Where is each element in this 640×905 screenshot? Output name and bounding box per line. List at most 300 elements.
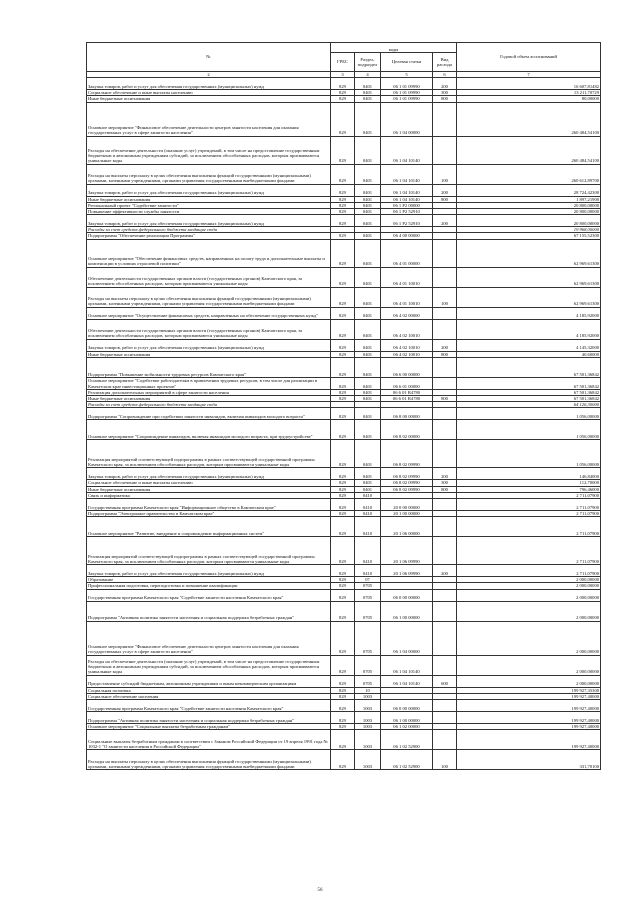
row-sum: 2 711,07900 [457, 537, 601, 565]
row-csr: 20 0 00 00000 [381, 499, 433, 511]
row-razdel: 0410 [355, 517, 381, 537]
row-csr: 20 1 06 09990 [381, 565, 433, 577]
row-grbs: 829 [331, 307, 355, 319]
row-razdel: 0401 [355, 408, 381, 420]
row-razdel: 0401 [355, 480, 381, 486]
row-razdel: 0401 [355, 287, 381, 307]
row-razdel: 0401 [355, 440, 381, 468]
header-csr: Целевая статья [381, 53, 433, 72]
row-grbs: 829 [331, 136, 355, 164]
row-vr: 800 [433, 96, 457, 102]
row-sum: 2 711,07900 [457, 499, 601, 511]
row-csr: 06 8 02 09990 [381, 486, 433, 492]
row-razdel: 0410 [355, 492, 381, 498]
row-name: Социальное обеспечение населения [87, 693, 331, 699]
table-row [87, 655, 601, 675]
row-razdel: 0410 [355, 537, 381, 565]
row-csr: 06 6 01 R4780 [381, 389, 433, 395]
row-csr: 06 1 04 10140 [381, 675, 433, 687]
row-csr: 06 1 04 00000 [381, 102, 433, 136]
row-grbs: 829 [331, 319, 355, 339]
row-csr: 06 4 00 00000 [381, 233, 433, 239]
row-name: Социальное обеспечение и иные выплаты населению [87, 90, 331, 96]
table-row [87, 78, 601, 90]
row-grbs: 829 [331, 577, 355, 583]
row-grbs: 829 [331, 351, 355, 357]
table-body [87, 78, 601, 770]
column-number: 2 [87, 72, 331, 78]
row-sum: 19 968,00000 [457, 227, 601, 233]
row-razdel: 1003 [355, 712, 381, 724]
row-sum: 4 145,32000 [457, 339, 601, 351]
row-razdel: 0401 [355, 202, 381, 208]
row-csr: 20 1 00 00000 [381, 511, 433, 517]
row-razdel: 1003 [355, 700, 381, 712]
row-grbs: 829 [331, 184, 355, 196]
row-grbs: 829 [331, 693, 355, 699]
row-name: Закупка товаров, работ и услуг для обеспечения государственных (муниципальных) нужд [87, 78, 331, 90]
row-grbs: 829 [331, 675, 355, 687]
row-vr: 800 [433, 351, 457, 357]
row-csr: 06 6 01 R4780 [381, 396, 433, 402]
row-name: Подпрограмма "Обеспечение реализации Программы" [87, 233, 331, 239]
row-name: Социальная политика [87, 687, 331, 693]
row-grbs: 829 [331, 102, 355, 136]
row-vr [433, 408, 457, 420]
row-grbs: 829 [331, 389, 355, 395]
row-vr: 800 [433, 196, 457, 202]
row-name: Профессиональная подготовка, переподготовка и повышение квалификации [87, 583, 331, 589]
row-sum: 62 969,61300 [457, 267, 601, 287]
header-codes: коды [331, 43, 457, 53]
row-name: Закупка товаров, работ и услуг для обеспечения государственных (муниципальных) нужд [87, 565, 331, 577]
row-name: Подпрограмма "Сопровождение при содействии занятости инвалидов, включая инвалидов молодого возраста" [87, 408, 331, 420]
row-grbs: 829 [331, 96, 355, 102]
row-vr: 800 [433, 396, 457, 402]
row-razdel: 0705 [355, 601, 381, 621]
row-csr: 06 1 00 00000 [381, 601, 433, 621]
row-grbs: 829 [331, 202, 355, 208]
row-name: Иные бюджетные ассигнования [87, 196, 331, 202]
document-page [86, 42, 600, 770]
row-name: Закупка товаров, работ и услуг для обеспечения государственных (муниципальных) нужд [87, 184, 331, 196]
row-vr: 800 [433, 486, 457, 492]
row-name: Расходы на выплаты персоналу в целях обеспечения выполнения функций государственными (муниципальными) органами, казенными учреждениями, органами управления государственными внебюджетными фондами [87, 750, 331, 770]
row-razdel: 0410 [355, 499, 381, 511]
row-sum: 199 927,40000 [457, 730, 601, 750]
row-sum: 331,70100 [457, 750, 601, 770]
row-razdel: 0401 [355, 90, 381, 96]
table-row [87, 565, 601, 577]
row-name: Подпрограмма "Электронное правительство в Камчатском крае" [87, 511, 331, 517]
row-razdel: 0401 [355, 486, 381, 492]
row-grbs: 829 [331, 712, 355, 724]
row-razdel: 0410 [355, 565, 381, 577]
row-sum: 2 000,00000 [457, 655, 601, 675]
row-name: Реализация дополнительных мероприятий в сфере занятости населения [87, 389, 331, 395]
row-name: Расходы за счет средств федерального бюджета входящие сюда [87, 402, 331, 408]
row-csr: 06 1 02 52900 [381, 730, 433, 750]
row-csr: 06 1 04 10140 [381, 655, 433, 675]
row-name: Основное мероприятие "Обеспечение финансовых средств, направленных на оплату труда и дополнительные выплаты и компенсации в условиях отраслевой политики" [87, 239, 331, 267]
row-vr [433, 102, 457, 136]
row-vr [433, 357, 457, 377]
row-name: Основное мероприятие "Развитие, внедрение и сопровождение информационных систем" [87, 517, 331, 537]
row-vr [433, 621, 457, 655]
row-grbs: 829 [331, 655, 355, 675]
row-sum: 20 800,00000 [457, 215, 601, 227]
row-grbs: 829 [331, 357, 355, 377]
row-sum: 796,46000 [457, 486, 601, 492]
row-grbs: 829 [331, 215, 355, 227]
row-csr: 06 8 00 00000 [381, 408, 433, 420]
row-csr: 06 1 04 00000 [381, 621, 433, 655]
row-sum: 2 000,00000 [457, 675, 601, 687]
row-grbs: 829 [331, 468, 355, 480]
row-grbs: 829 [331, 420, 355, 440]
row-razdel: 0401 [355, 377, 381, 389]
row-name: Иные бюджетные ассигнования [87, 351, 331, 357]
row-vr [433, 730, 457, 750]
row-grbs: 829 [331, 78, 355, 90]
row-sum: 2 711,07900 [457, 517, 601, 537]
row-name: Закупка товаров, работ и услуг для обеспечения государственных (муниципальных) нужд [87, 468, 331, 480]
table-row [87, 675, 601, 687]
row-sum: 67 501,36842 [457, 396, 601, 402]
row-sum: 2 000,00000 [457, 621, 601, 655]
row-razdel: 0705 [355, 621, 381, 655]
row-csr: 06 1 01 09990 [381, 78, 433, 90]
row-razdel: 0401 [355, 78, 381, 90]
row-sum: 199 927,40000 [457, 700, 601, 712]
row-grbs: 829 [331, 239, 355, 267]
row-razdel: 0401 [355, 357, 381, 377]
row-grbs: 829 [331, 233, 355, 239]
row-name: Подпрограмма "Активная политика занятости населения и социальная поддержка безработных граждан" [87, 712, 331, 724]
row-razdel: 0401 [355, 351, 381, 357]
row-sum: 62 969,61300 [457, 239, 601, 267]
row-name: Предоставление субсидий бюджетным, автономным учреждениям и иным некоммерческим организациям [87, 675, 331, 687]
row-vr [433, 537, 457, 565]
row-name: Расходы на обеспечение деятельности (оказание услуг) учреждений, в том числе на предоставление государственным бюджетным и автономным учреждениям субсидий, за исключением обособленных расходов, которым присваиваются уникальные коды [87, 136, 331, 164]
row-grbs: 829 [331, 499, 355, 511]
row-sum: 260 612,89700 [457, 164, 601, 184]
row-grbs: 829 [331, 730, 355, 750]
row-name: Государственная программа Камчатского края "Информационное общество в Камчатском крае" [87, 499, 331, 511]
row-vr: 100 [433, 164, 457, 184]
row-grbs: 829 [331, 517, 355, 537]
row-csr: 06 6 01 00000 [381, 377, 433, 389]
table-row [87, 164, 601, 184]
row-name: Основное мероприятие "Финансовое обеспечение деятельности центров занятости населения для оказания государственных услуг в сфере занятости населения" [87, 102, 331, 136]
row-razdel: 0705 [355, 589, 381, 601]
table-row [87, 440, 601, 468]
row-vr [433, 655, 457, 675]
row-razdel: 1003 [355, 693, 381, 699]
row-grbs: 829 [331, 621, 355, 655]
row-csr: 06 1 P2 52910 [381, 215, 433, 227]
row-razdel: 1003 [355, 750, 381, 770]
row-razdel: 0401 [355, 468, 381, 480]
row-name: Связь и информатика [87, 492, 331, 498]
table-row [87, 184, 601, 196]
row-name: Подпрограмма "Активная политика занятости населения и социальная поддержка безработных граждан" [87, 601, 331, 621]
row-sum: 199 927,40000 [457, 724, 601, 730]
row-csr: 06 0 00 00000 [381, 589, 433, 601]
row-csr: 06 4 01 10010 [381, 287, 433, 307]
row-razdel: 1003 [355, 724, 381, 730]
row-sum: 2 000,00000 [457, 589, 601, 601]
row-vr [433, 712, 457, 724]
row-grbs: 829 [331, 750, 355, 770]
row-sum: 260 484,54100 [457, 136, 601, 164]
row-sum: 40,60000 [457, 351, 601, 357]
row-sum: 67 501,36842 [457, 357, 601, 377]
row-sum: 28 724,42300 [457, 184, 601, 196]
row-csr: 06 1 P2 52910 [381, 209, 433, 215]
row-grbs: 829 [331, 196, 355, 202]
row-csr: 06 8 02 09990 [381, 480, 433, 486]
row-name: Расходы за счет средств федерального бюджета входящие сюда [87, 227, 331, 233]
row-vr [433, 601, 457, 621]
row-name: Закупка товаров, работ и услуг для обеспечения государственных (муниципальных) нужд [87, 215, 331, 227]
row-name: Иные бюджетные ассигнования [87, 486, 331, 492]
row-csr: 06 1 P2 00000 [381, 202, 433, 208]
row-razdel: 0401 [355, 102, 381, 136]
table-row [87, 102, 601, 136]
row-csr: 20 1 06 09990 [381, 537, 433, 565]
row-razdel: 0401 [355, 209, 381, 215]
row-name: Реализация мероприятий соответствующей подпрограммы в рамках соответствующей государственной программы Камчатского края, за исключением обособленных расходов, которым присваиваются уникальные коды [87, 537, 331, 565]
row-csr: 06 4 02 10010 [381, 339, 433, 351]
row-name: Расходы на выплаты персоналу в целях обеспечения выполнения функций государственными (муниципальными) органами, казенными учреждениями, органами управления государственными внебюджетными фондами [87, 287, 331, 307]
row-sum: 4 185,92000 [457, 319, 601, 339]
row-vr [433, 420, 457, 440]
row-csr: 06 1 01 09990 [381, 96, 433, 102]
row-razdel: 0401 [355, 196, 381, 202]
row-sum: 2 000,00000 [457, 577, 601, 583]
row-grbs: 829 [331, 377, 355, 389]
row-csr: 06 1 04 10140 [381, 196, 433, 202]
row-csr: 06 1 02 52900 [381, 750, 433, 770]
table-row [87, 589, 601, 601]
row-razdel: 0705 [355, 583, 381, 589]
row-name: Государственная программа Камчатского края "Содействие занятости населения Камчатского края" [87, 700, 331, 712]
row-vr: 200 [433, 215, 457, 227]
row-vr: 300 [433, 480, 457, 486]
row-vr [433, 440, 457, 468]
row-name: Социальные выплаты безработным гражданам в соответствии с Законом Российской Федерации от 19 апреля 1991 года № 1032-1 "О занятости населения в Российской Федерации" [87, 730, 331, 750]
row-razdel: 0705 [355, 655, 381, 675]
header-sum: Годовой объем ассигнований [457, 43, 601, 72]
table-row [87, 730, 601, 750]
table-row [87, 408, 601, 420]
row-razdel: 0705 [355, 675, 381, 687]
row-name: Иные бюджетные ассигнования [87, 396, 331, 402]
row-csr: 06 0 00 00000 [381, 700, 433, 712]
row-grbs: 829 [331, 90, 355, 96]
row-vr: 200 [433, 468, 457, 480]
row-sum: 199 927,35300 [457, 687, 601, 693]
row-name: Основное мероприятие "Финансовое обеспечение деятельности центров занятости населения для оказания государственных услуг в сфере занятости населения" [87, 621, 331, 655]
table-row [87, 601, 601, 621]
table-row [87, 319, 601, 339]
row-razdel: 0401 [355, 389, 381, 395]
row-razdel: 0401 [355, 319, 381, 339]
row-sum: 16 607,81482 [457, 78, 601, 90]
table-row [87, 621, 601, 655]
row-razdel: 0401 [355, 307, 381, 319]
row-csr: 06 4 02 10010 [381, 319, 433, 339]
row-csr: 06 1 02 00000 [381, 724, 433, 730]
row-grbs: 829 [331, 601, 355, 621]
header-grbs: ГРБС [331, 53, 355, 72]
row-vr [433, 319, 457, 339]
table-row [87, 377, 601, 389]
row-csr: 06 6 00 00000 [381, 357, 433, 377]
table-header [87, 43, 601, 78]
row-vr [433, 499, 457, 511]
row-razdel: 0401 [355, 233, 381, 239]
row-sum: 2 711,07900 [457, 492, 601, 498]
row-name: Подпрограмма "Повышение мобильности трудовых ресурсов Камчатского края" [87, 357, 331, 377]
row-grbs: 829 [331, 724, 355, 730]
row-sum: 20 800,00000 [457, 202, 601, 208]
row-razdel: 0401 [355, 420, 381, 440]
row-name: Обеспечение деятельности государственных органов власти (государственных органов) Камчатского края, за исключением обособленных расходов, которым присваиваются уникальные коды [87, 267, 331, 287]
row-sum: 67 501,36842 [457, 389, 601, 395]
row-razdel: 1003 [355, 730, 381, 750]
row-razdel: 10 [355, 687, 381, 693]
column-number: 7 [457, 72, 601, 78]
row-sum: 62 969,61300 [457, 287, 601, 307]
column-number: 4 [355, 72, 381, 78]
row-name: Закупка товаров, работ и услуг для обеспечения государственных (муниципальных) нужд [87, 339, 331, 351]
row-sum: 1 056,00000 [457, 420, 601, 440]
row-razdel: 0401 [355, 239, 381, 267]
row-csr: 06 4 02 10010 [381, 351, 433, 357]
column-number: 3 [331, 72, 355, 78]
row-razdel: 0401 [355, 184, 381, 196]
row-razdel: 0401 [355, 396, 381, 402]
row-grbs: 829 [331, 480, 355, 486]
row-grbs: 829 [331, 583, 355, 589]
row-sum: 2 711,07900 [457, 565, 601, 577]
table-row [87, 517, 601, 537]
table-row [87, 307, 601, 319]
table-row [87, 239, 601, 267]
row-vr: 100 [433, 750, 457, 770]
header-vr: Вид расхода [433, 53, 457, 72]
row-razdel: 0401 [355, 96, 381, 102]
page-number: 56 [317, 888, 323, 893]
row-grbs: 829 [331, 339, 355, 351]
row-grbs: 829 [331, 687, 355, 693]
row-grbs: 829 [331, 408, 355, 420]
row-vr [433, 700, 457, 712]
row-vr [433, 136, 457, 164]
row-grbs: 829 [331, 287, 355, 307]
table-row [87, 712, 601, 724]
row-grbs: 829 [331, 396, 355, 402]
row-name: Основное мероприятие "Сопровождение инвалидов, включая инвалидов молодого возраста, при трудоустройстве" [87, 420, 331, 440]
row-vr: 200 [433, 339, 457, 351]
row-grbs: 829 [331, 565, 355, 577]
row-name: Государственная программа Камчатского края "Содействие занятости населения Камчатского края" [87, 589, 331, 601]
row-vr: 200 [433, 78, 457, 90]
row-grbs: 829 [331, 511, 355, 517]
row-name: Обеспечение деятельности государственных органов власти (государственных органов) Камчатского края, за исключением обособленных расходов, которым присваиваются уникальные коды [87, 319, 331, 339]
row-grbs: 829 [331, 492, 355, 498]
row-sum: 80,00000 [457, 96, 601, 102]
row-name: Повышение эффективности службы занятости [87, 209, 331, 215]
row-grbs: 829 [331, 486, 355, 492]
row-name: Основное мероприятие "Содействие работодателям в привлечении трудовых ресурсов, в том числе для реализации в Камчатском крае инвестиционных проектов" [87, 377, 331, 389]
table-row [87, 215, 601, 227]
row-name: Расходы на обеспечение деятельности (оказание услуг) учреждений, в том числе на предоставление государственным бюджетным и автономным учреждениям субсидий, за исключением обособленных расходов, которым присваиваются уникальные коды [87, 655, 331, 675]
row-name: Образование [87, 577, 331, 583]
row-vr [433, 377, 457, 389]
table-row [87, 420, 601, 440]
row-grbs: 829 [331, 700, 355, 712]
table-row [87, 357, 601, 377]
table-row [87, 499, 601, 511]
row-grbs: 829 [331, 537, 355, 565]
row-sum: 199 927,40000 [457, 693, 601, 699]
row-vr: 600 [433, 675, 457, 687]
row-sum: 1 056,00000 [457, 408, 601, 420]
row-csr: 06 1 04 10140 [381, 164, 433, 184]
row-csr: 06 1 04 10140 [381, 136, 433, 164]
row-sum: 67 155,52300 [457, 233, 601, 239]
row-sum: 64 126,30000 [457, 402, 601, 408]
table-row [87, 700, 601, 712]
row-grbs: 829 [331, 164, 355, 184]
row-name: Иные бюджетные ассигнования [87, 96, 331, 102]
row-csr: 06 8 02 09990 [381, 440, 433, 468]
table-row [87, 468, 601, 480]
row-csr: 06 1 01 09990 [381, 90, 433, 96]
row-sum: 146,84000 [457, 468, 601, 480]
row-sum: 13 211,70729 [457, 90, 601, 96]
row-vr: 200 [433, 565, 457, 577]
row-name: Региональный проект "Содействие занятости" [87, 202, 331, 208]
row-vr [433, 267, 457, 287]
row-razdel: 0401 [355, 215, 381, 227]
column-number: 6 [433, 72, 457, 78]
row-razdel: 07 [355, 577, 381, 583]
row-grbs: 829 [331, 267, 355, 287]
row-name: Социальное обеспечение и иные выплаты населению [87, 480, 331, 486]
row-name: Реализация мероприятий соответствующей подпрограммы в рамках соответствующей государственной программы Камчатского края, за исключением обособленных расходов, которым присваиваются уникальные коды [87, 440, 331, 468]
row-sum: 2 000,00000 [457, 583, 601, 589]
row-sum: 260 484,54100 [457, 102, 601, 136]
row-vr [433, 589, 457, 601]
row-razdel: 0401 [355, 136, 381, 164]
row-razdel: 0401 [355, 339, 381, 351]
table-row [87, 537, 601, 565]
row-sum: 2 711,07900 [457, 511, 601, 517]
row-sum: 4 185,92000 [457, 307, 601, 319]
table-row [87, 136, 601, 164]
row-csr: 20 1 06 00000 [381, 517, 433, 537]
row-razdel: 0401 [355, 267, 381, 287]
row-csr: 06 4 01 00000 [381, 239, 433, 267]
row-csr: 06 4 02 00000 [381, 307, 433, 319]
budget-table [86, 42, 601, 770]
row-sum: 20 800,00000 [457, 209, 601, 215]
row-sum: 1 897,21900 [457, 196, 601, 202]
